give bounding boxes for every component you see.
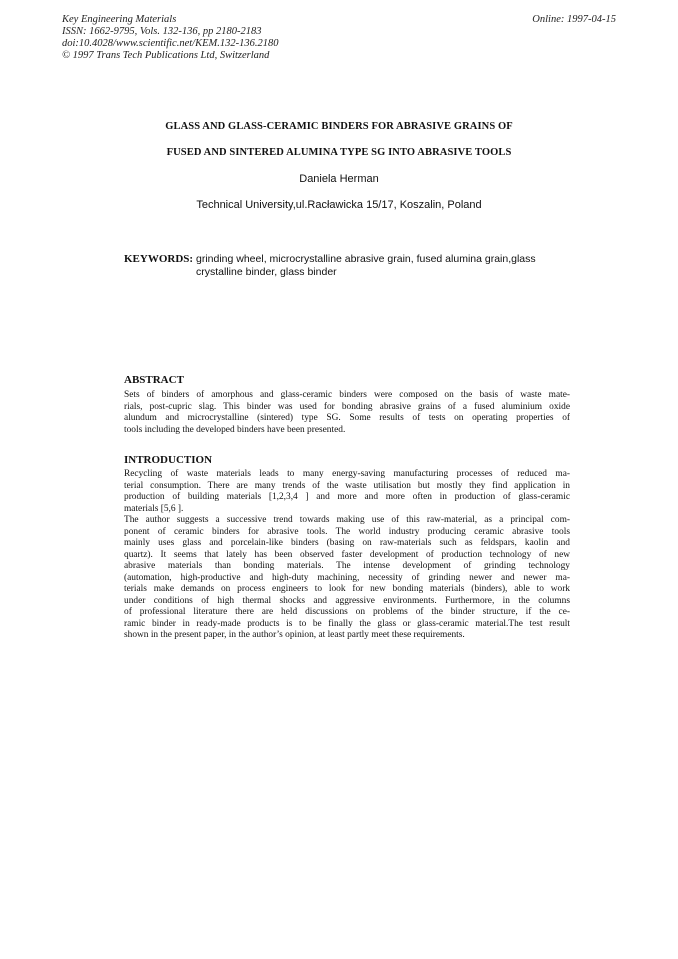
paper-title-line-2: FUSED AND SINTERED ALUMINA TYPE SG INTO ABRASIVE TOOLS bbox=[166, 147, 512, 158]
abstract-paragraph bbox=[124, 390, 570, 436]
text-line: terial consumption. There are many trends of the waste utilisation but mostly they find application in bbox=[124, 480, 570, 491]
keywords-text-line-1: grinding wheel, microcrystalline abrasive grain, fused alumina grain,glass bbox=[193, 253, 536, 265]
text-line: production of building materials [1,2,3,4 ] and more and more often in production of glass-ceramic bbox=[124, 492, 570, 502]
online-date: Online: 1997-04-15 bbox=[532, 14, 616, 25]
text-line: ramic binder in ready-made products is to be finally the glass or glass-ceramic material.The test result bbox=[124, 618, 570, 629]
keywords-text-line-2: crystalline binder, glass binder bbox=[196, 266, 337, 278]
journal-header bbox=[62, 14, 279, 62]
text-line: quartz). It seems that lately has been observed faster development of production technology of new bbox=[124, 549, 570, 560]
text-line: rials, post-cupric slag. This binder was used for bonding abrasive grains of a fused aluminium oxide bbox=[124, 401, 570, 412]
text-line: alundum and microcrystalline (sintered) type SG. Some results of tests on operating properties of bbox=[124, 413, 570, 423]
text-line: The author suggests a successive trend towards making use of this raw-material, as a principal com- bbox=[124, 515, 570, 525]
issn-line: ISSN: 1662-9795, Vols. 132-136, pp 2180-2183 bbox=[62, 26, 262, 37]
keywords-block bbox=[124, 253, 574, 279]
text-line: terials make demands on process engineers to look for new bonding materials (binders), able to work bbox=[124, 584, 570, 594]
text-line: Sets of binders of amorphous and glass-ceramic binders were composed on the basis of waste mate- bbox=[124, 390, 570, 400]
copyright-line: © 1997 Trans Tech Publications Ltd, Switzerland bbox=[62, 50, 270, 61]
keywords-label: KEYWORDS: bbox=[124, 253, 194, 265]
journal-name: Key Engineering Materials bbox=[62, 14, 177, 25]
text-line: Recycling of waste materials leads to many energy-saving manufacturing processes of reduced ma- bbox=[124, 469, 570, 479]
text-line: ponent of ceramic binders for abrasive tools. The world industry producing ceramic abrasive tools bbox=[124, 526, 570, 537]
text-line: materials [5,6 ]. bbox=[124, 503, 184, 514]
text-line: tools including the developed binders have been presented. bbox=[124, 424, 346, 435]
doi-link[interactable]: doi:10.4028/www.scientific.net/KEM.132-136.2180 bbox=[62, 38, 279, 49]
text-line: (automation, high-productive and high-duty machining, necessity of grinding newer and newer ma- bbox=[124, 572, 570, 583]
introduction-paragraph-1 bbox=[124, 469, 570, 515]
text-line: abrasive materials than bonding materials. The intense development of grinding technology bbox=[124, 561, 570, 571]
introduction-heading: INTRODUCTION bbox=[124, 454, 213, 466]
author-affiliation: Technical University,ul.Racławicka 15/17, Koszalin, Poland bbox=[196, 199, 482, 211]
abstract-heading: ABSTRACT bbox=[124, 374, 184, 386]
text-line: mainly uses glass and porcelain-like binders (basing on raw-materials such as feldspars, kaolin and bbox=[124, 538, 570, 548]
author-name: Daniela Herman bbox=[299, 173, 379, 185]
text-line: of professional literature there are held discussions on problems of the binder structure, if the ce- bbox=[124, 607, 570, 617]
paper-title-line-1: GLASS AND GLASS-CERAMIC BINDERS FOR ABRASIVE GRAINS OF bbox=[165, 121, 513, 132]
text-line: shown in the present paper, in the author’s opinion, at least partly meet these requirements. bbox=[124, 630, 465, 640]
text-line: under conditions of high thermal shocks and aggressive environments. Furthermore, in the columns bbox=[124, 595, 570, 606]
introduction-paragraph-2 bbox=[124, 515, 570, 642]
